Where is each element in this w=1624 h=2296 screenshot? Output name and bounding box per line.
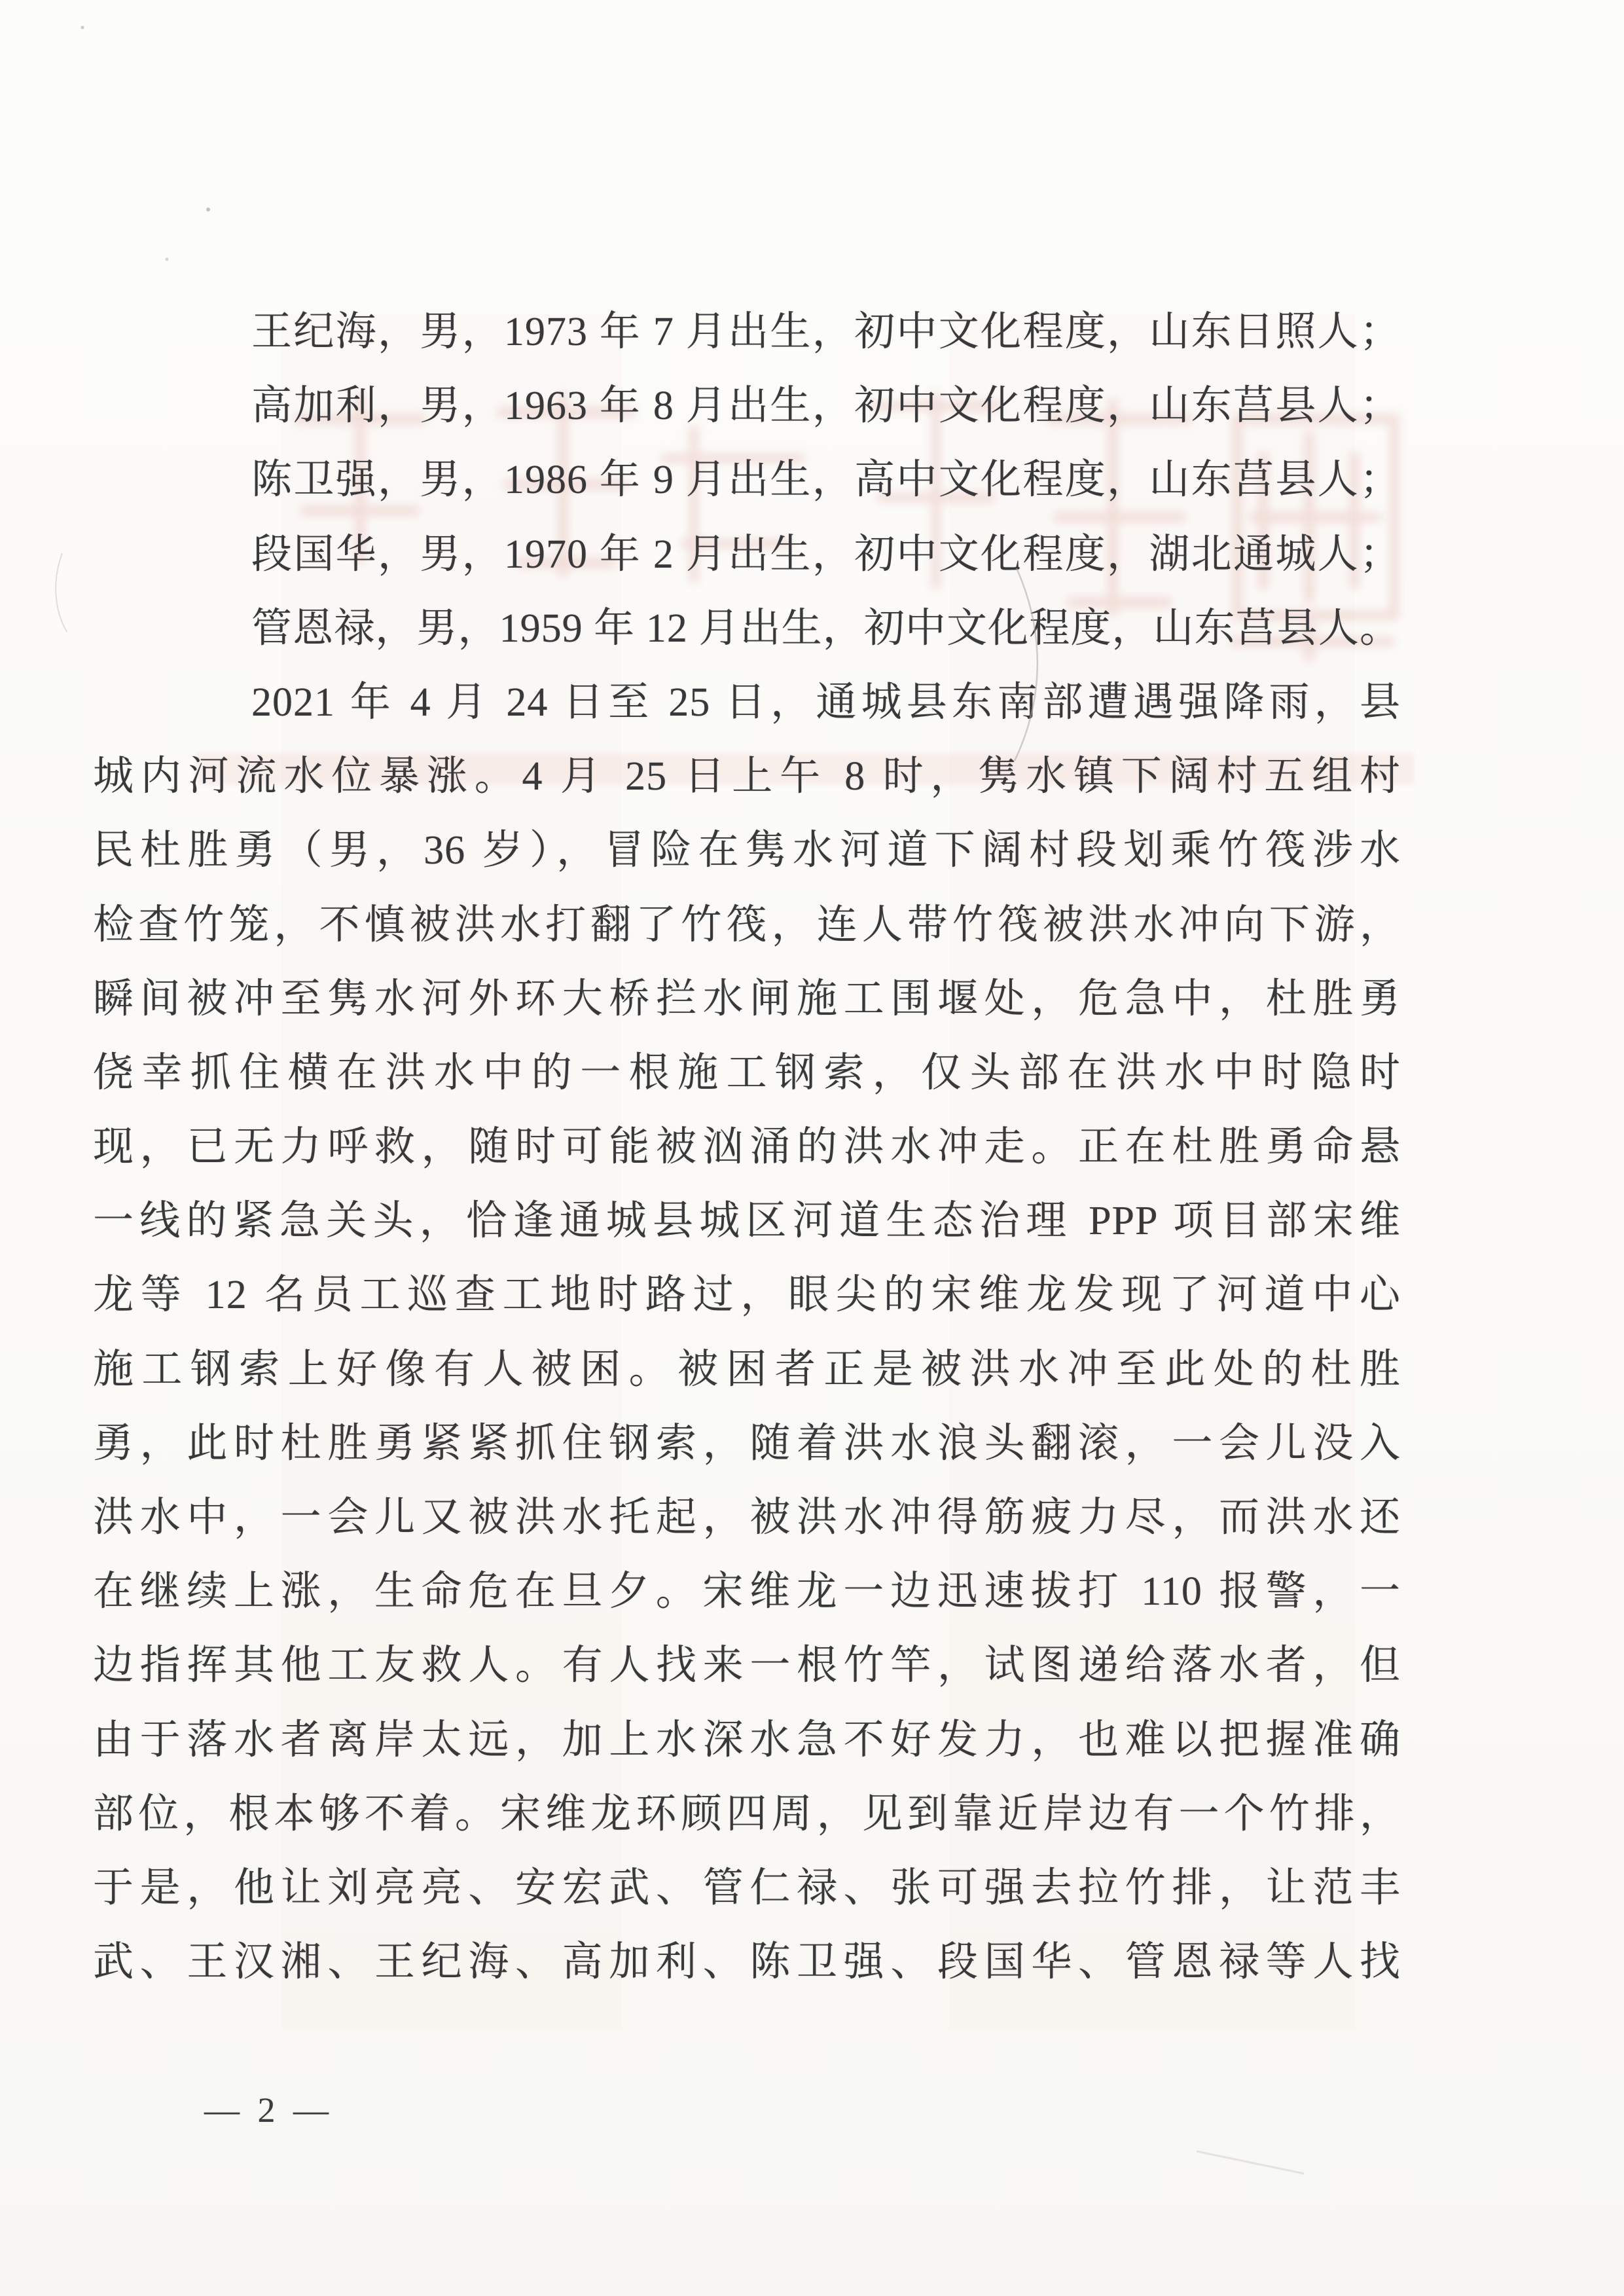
text-line: 洪水中，一会儿又被洪水托起，被洪水冲得筋疲力尽，而洪水还	[93, 1495, 1401, 1540]
text-line: 检查竹笼，不慎被洪水打翻了竹筏，连人带竹筏被洪水冲向下游，	[93, 902, 1401, 947]
text-line: 瞬间被冲至隽水河外环大桥拦水闸施工围堰处，危急中，杜胜勇	[93, 976, 1401, 1021]
text-line: 现，已无力呼救，随时可能被汹涌的洪水冲走。正在杜胜勇命悬	[93, 1125, 1401, 1170]
text-line: 武、王汉湘、王纪海、高加利、陈卫强、段国华、管恩禄等人找	[93, 1940, 1401, 1985]
text-line: 施工钢索上好像有人被困。被困者正是被洪水冲至此处的杜胜	[93, 1347, 1401, 1392]
text-line: 城内河流水位暴涨。4 月 25 日上午 8 时，隽水镇下阔村五组村	[93, 754, 1401, 799]
text-line: 2021 年 4 月 24 日至 25 日，通城县东南部遭遇强降雨，县	[251, 680, 1401, 725]
text-line: 龙等 12 名员工巡查工地时路过，眼尖的宋维龙发现了河道中心	[93, 1273, 1401, 1318]
text-line: 部位，根本够不着。宋维龙环顾四周，见到靠近岸边有一个竹排，	[93, 1791, 1401, 1836]
text-line: 民杜胜勇（男，36 岁），冒险在隽水河道下阔村段划乘竹筏涉水	[93, 828, 1401, 873]
text-line: 勇，此时杜胜勇紧紧抓住钢索，随着洪水浪头翻滚，一会儿没入	[93, 1421, 1401, 1466]
text-line: 陈卫强，男，1986 年 9 月出生，高中文化程度，山东莒县人；	[251, 458, 1401, 503]
text-line: 边指挥其他工友救人。有人找来一根竹竿，试图递给落水者，但	[93, 1643, 1401, 1688]
text-line: 由于落水者离岸太远，加上水深水急不好发力，也难以把握准确	[93, 1717, 1401, 1762]
text-line: 于是，他让刘亮亮、安宏武、管仁禄、张可强去拉竹排，让范丰	[93, 1865, 1401, 1910]
text-line: 管恩禄，男，1959 年 12 月出生，初中文化程度，山东莒县人。	[251, 606, 1401, 651]
text-line: 侥幸抓住横在洪水中的一根施工钢索，仅头部在洪水中时隐时	[93, 1050, 1401, 1095]
page-number: — 2 —	[204, 2090, 333, 2130]
text-line: 高加利，男，1963 年 8 月出生，初中文化程度，山东莒县人；	[251, 384, 1401, 429]
text-line: 一线的紧急关头，恰逢通城县城区河道生态治理 PPP 项目部宋维	[93, 1199, 1401, 1244]
text-line: 王纪海，男，1973 年 7 月出生，初中文化程度，山东日照人；	[251, 310, 1401, 354]
text-line: 段国华，男，1970 年 2 月出生，初中文化程度，湖北通城人；	[251, 532, 1401, 577]
text-line: 在继续上涨，生命危在旦夕。宋维龙一边迅速拔打 110 报警，一	[93, 1569, 1401, 1614]
document-text	[93, 295, 1401, 1999]
